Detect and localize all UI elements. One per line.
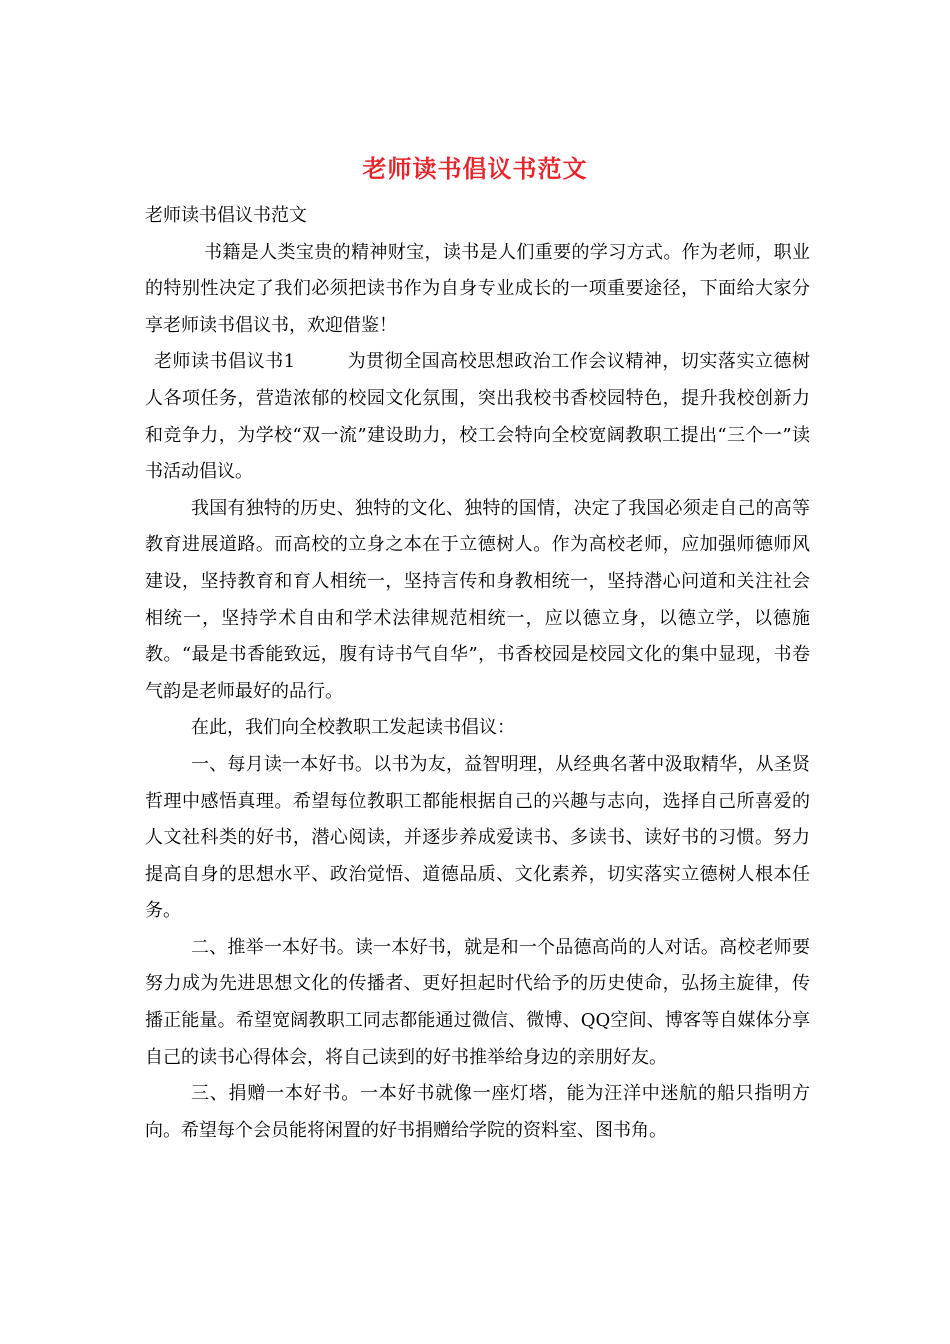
paragraph-6: 三、捐赠一本好书。一本好书就像一座灯塔，能为汪洋中迷航的船只指明方向。希望每个会员能将闲置的好书捐赠给学院的资料室、图书角。 [145, 1083, 810, 1141]
paragraph-5: 二、推举一本好书。读一本好书，就是和一个品德高尚的人对话。高校老师要努力成为先进思想文化的传播者、更好担起时代给予的历史使命，弘扬主旋律，传播正能量。希望宽阔教职工同志都能通过微信、微博、QQ空间、博客等自媒体分享自己的读书心得体会，将自己读到的好书推举给身边的亲朋好友。 [145, 936, 810, 1068]
letter1-text: 为贯彻全国高校思想政治工作会议精神，切实落实立德树人各项任务，营造浓郁的校园文化氛围，突出我校书香校园特色，提升我校创新力和竞争力，为学校“双一流”建设助力，校工会特向全校宽阔教职工提出“三个一”读书活动倡议。 [145, 351, 811, 483]
document-title: 老师读书倡议书范文 [362, 154, 588, 183]
intro-paragraph: 书籍是人类宝贵的精神财宝，读书是人们重要的学习方式。作为老师，职业的特别性决定了我们必须把读书作为自身专业成长的一项重要途径，下面给大家分享老师读书倡议书，欢迎借鉴！ [145, 241, 810, 336]
paragraph-2: 我国有独特的历史、独特的文化、独特的国情，决定了我国必须走自己的高等教育进展道路。而高校的立身之本在于立德树人。作为高校老师，应加强师德师风建设，坚持教育和育人相统一，坚持言传和身教相统一，坚持潜心问道和关注社会相统一，坚持学术自由和学术法律规范相统一，应以德立身，以德立学，以德施教。“最是书香能致远，腹有诗书气自华”，书香校园是校园文化的集中显现，书卷气韵是老师最好的品行。 [145, 497, 810, 702]
letter1-paragraph [145, 344, 810, 490]
letter1-heading: 老师读书倡议书1 [154, 351, 296, 373]
document-subtitle: 老师读书倡议书范文 [145, 205, 307, 226]
paragraph-4: 一、每月读一本好书。以书为友，益智明理，从经典名著中汲取精华，从圣贤哲理中感悟真理。希望每位教职工都能根据自己的兴趣与志向，选择自己所喜爱的人文社科类的好书，潜心阅读，并逐步养成爱读书、多读书、读好书的习惯。努力提高自身的思想水平、政治觉悟、道德品质、文化素养，切实落实立德树人根本任务。 [145, 753, 810, 922]
paragraph-3: 在此，我们向全校教职工发起读书倡议： [191, 717, 515, 739]
document-body [145, 198, 810, 1149]
